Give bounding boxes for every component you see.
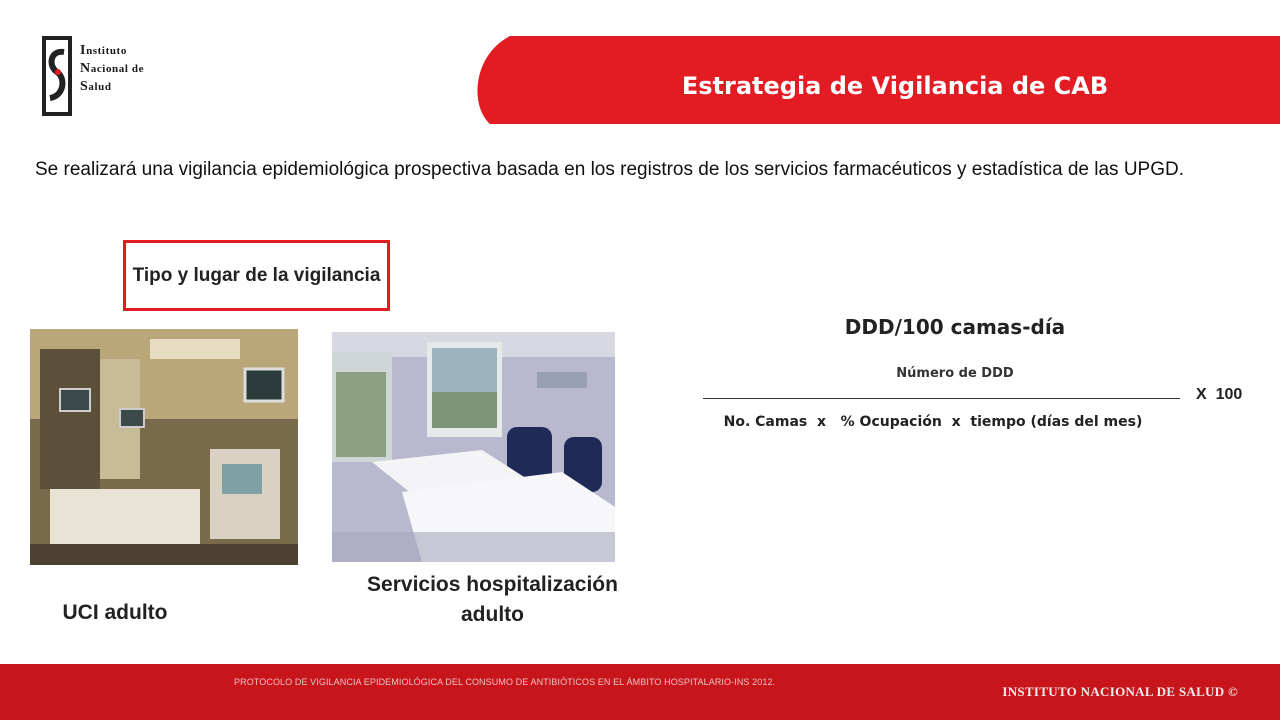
footer-brand: INSTITUTO NACIONAL DE SALUD © — [1002, 684, 1238, 699]
logo-line-1: Instituto — [80, 43, 127, 58]
page-title: Estrategia de Vigilancia de CAB — [681, 72, 1109, 100]
fraction-line — [703, 398, 1180, 399]
uci-caption: UCI adulto — [62, 601, 168, 624]
ins-logo-text — [80, 42, 144, 96]
formula-title: DDD/100 camas-día — [844, 315, 1066, 339]
ins-logo-mark-icon — [42, 36, 72, 116]
intro-paragraph: Se realizará una vigilancia epidemiológica prospectiva basada en los registros de los servicios farmacéuticos y estadística de las UPGD. — [35, 159, 1185, 180]
type-location-label: Tipo y lugar de la vigilancia — [132, 264, 381, 286]
formula-multiplier: X 100 — [1196, 386, 1243, 403]
formula-numerator: Número de DDD — [896, 366, 1014, 381]
footer-protocol-text: PROTOCOLO DE VIGILANCIA EPIDEMIOLÓGICA DEL CONSUMO DE ANTIBIÓTICOS EN EL ÁMBITO HOSPITALARIO-INS 2012. — [234, 677, 776, 687]
hospitalization-caption: Servicios hospitalización adulto — [367, 573, 618, 626]
footer-bar — [0, 664, 1280, 720]
ins-logo — [42, 36, 167, 122]
formula-denominator: No. Camas x % Ocupación x tiempo (días del mes) — [723, 414, 1143, 430]
type-location-box — [123, 240, 390, 311]
logo-line-3: Salud — [80, 79, 112, 94]
logo-line-2: Nacional de — [80, 61, 145, 76]
hospitalization-photo — [332, 332, 615, 562]
title-banner — [470, 36, 1280, 124]
uci-photo — [30, 329, 298, 565]
